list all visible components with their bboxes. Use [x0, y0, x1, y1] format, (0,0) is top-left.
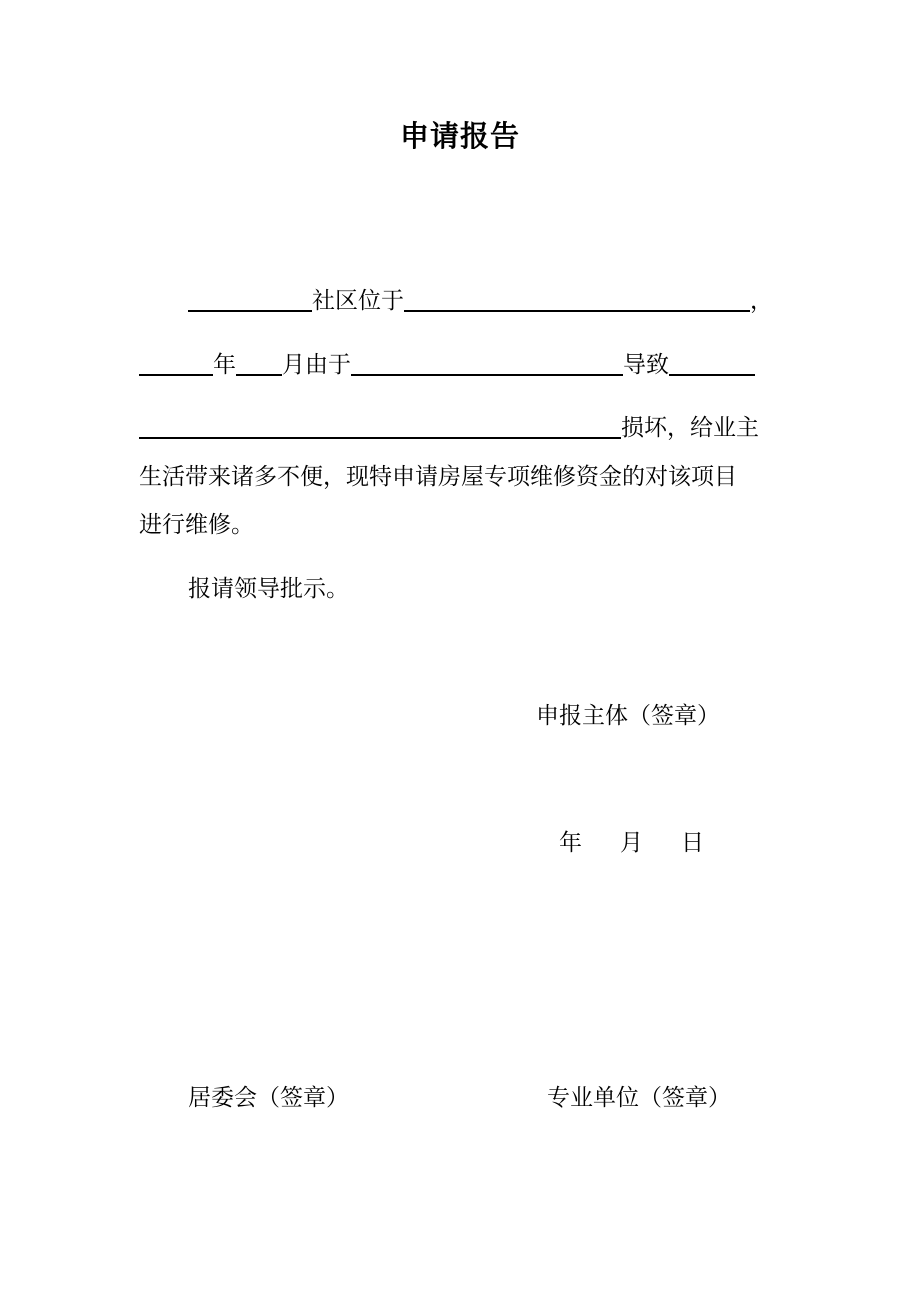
month-blank[interactable] — [236, 348, 282, 376]
causing-label: 导致 — [623, 352, 669, 378]
cause-blank[interactable] — [351, 348, 623, 376]
document-title: 申请报告 — [399, 119, 520, 153]
line1-comma: ， — [750, 288, 773, 314]
body-line-3 — [139, 411, 759, 445]
body-line-4: 生活带来诸多不便，现特申请房屋专项维修资金的对该项目 — [139, 464, 737, 490]
result-blank-2[interactable] — [139, 411, 621, 439]
applicant-signature-label: 申报主体（签章） — [536, 703, 720, 729]
body-line-1 — [188, 284, 773, 318]
body-line-5: 进行维修。 — [139, 512, 254, 538]
date-year-label: 年 — [559, 830, 582, 856]
community-located-label: 社区位于 — [312, 288, 404, 314]
body-line-2 — [139, 348, 755, 382]
result-blank-1[interactable] — [669, 348, 755, 376]
year-blank[interactable] — [139, 348, 213, 376]
residents-committee-signature-label: 居委会（签章） — [188, 1085, 349, 1111]
date-month-label: 月 — [620, 830, 643, 856]
location-blank[interactable] — [404, 284, 750, 312]
signature-date — [559, 826, 704, 860]
month-due-to-label: 月由于 — [282, 352, 351, 378]
community-name-blank[interactable] — [188, 284, 312, 312]
professional-unit-signature-label: 专业单位（签章） — [547, 1085, 731, 1111]
date-day-label: 日 — [681, 830, 704, 856]
request-approval-text: 报请领导批示。 — [188, 576, 349, 602]
year-label: 年 — [213, 352, 236, 378]
damage-text: 损坏，给业主 — [621, 415, 759, 441]
